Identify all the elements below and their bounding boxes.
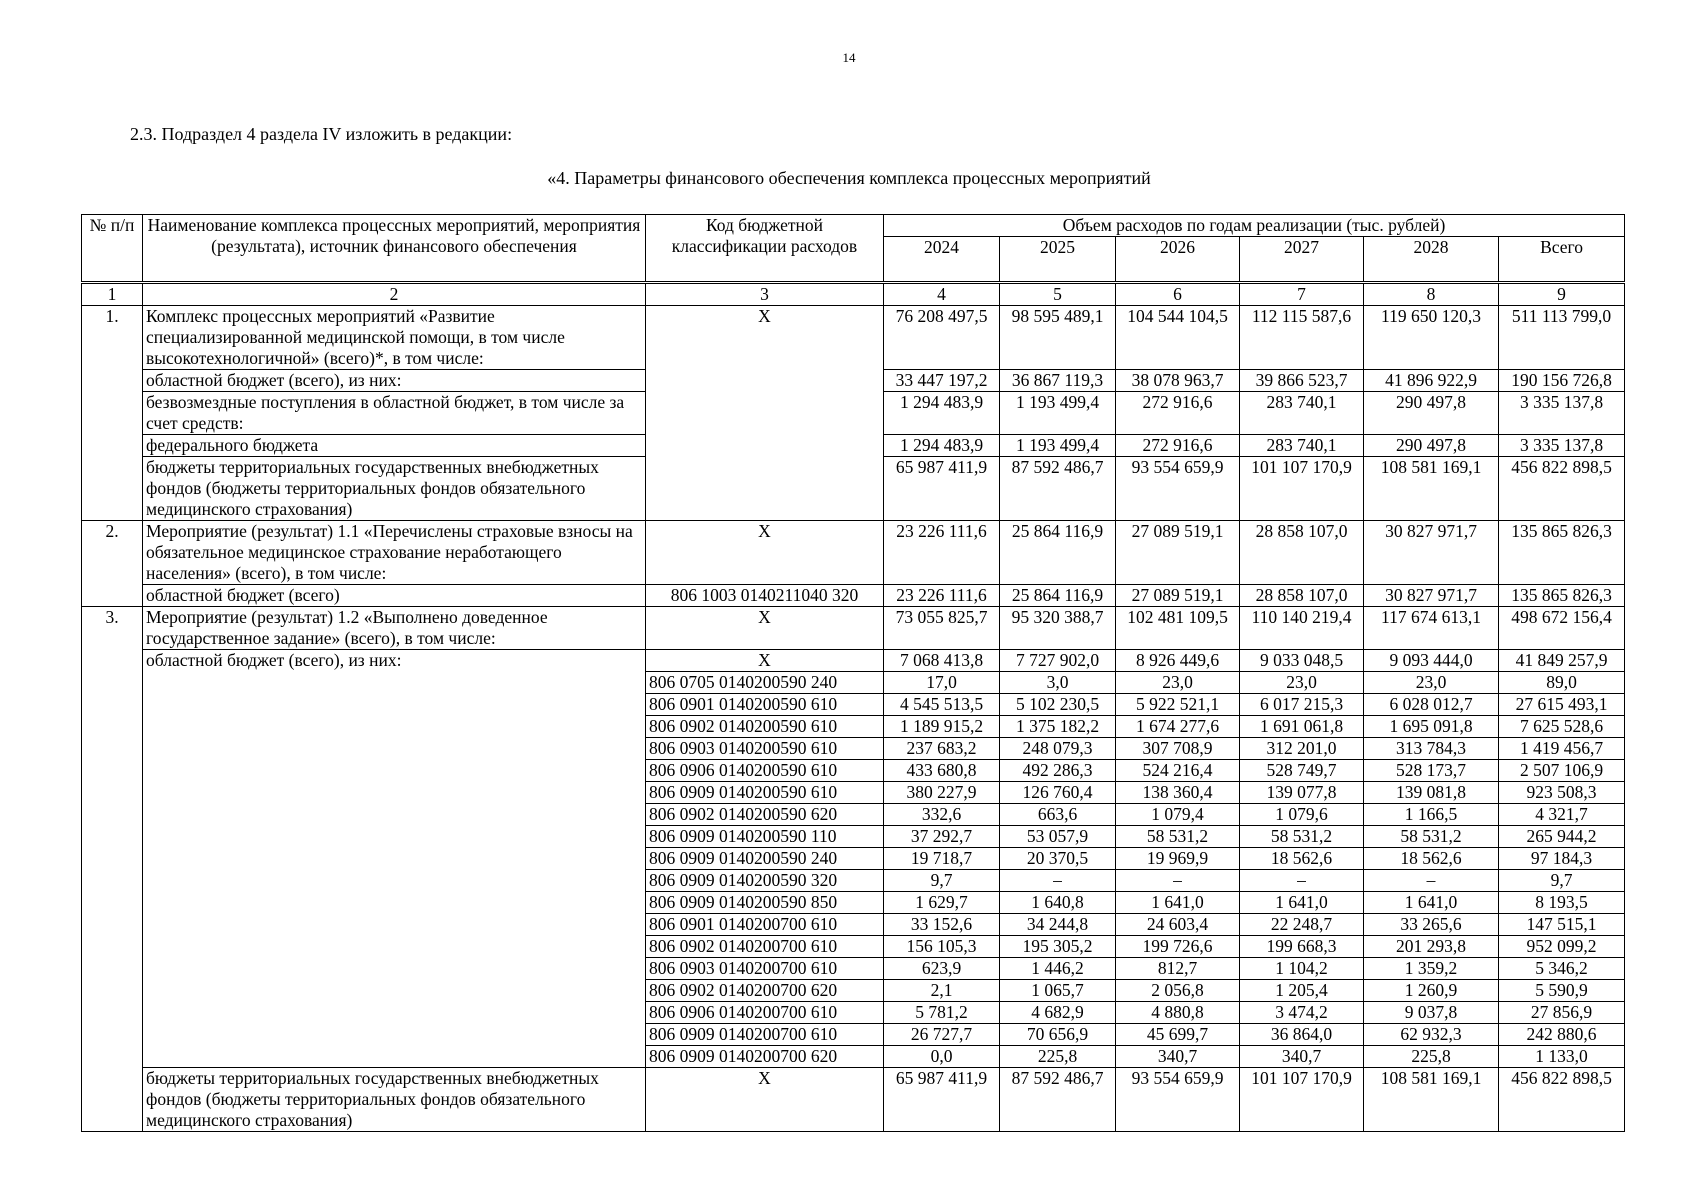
value-cell: 1 193 499,4: [1000, 392, 1116, 435]
budget-code: 806 0902 0140200700 610: [646, 936, 884, 958]
value-cell: 101 107 170,9: [1240, 1068, 1364, 1132]
row-name: областной бюджет (всего): [143, 585, 646, 607]
row-name: Мероприятие (результат) 1.2 «Выполнено доведенное государственное задание» (всего), в том числе:: [143, 607, 646, 650]
row-number: 2.: [82, 521, 143, 607]
budget-code: 806 0909 0140200590 320: [646, 870, 884, 892]
value-cell: 33 447 197,2: [884, 370, 1000, 392]
budget-code: 806 0903 0140200700 610: [646, 958, 884, 980]
value-cell: 524 216,4: [1116, 760, 1240, 782]
value-cell: 30 827 971,7: [1364, 521, 1499, 585]
value-cell: 1 294 483,9: [884, 435, 1000, 457]
value-cell: 27 089 519,1: [1116, 585, 1240, 607]
financing-table: [81, 214, 1625, 1132]
value-cell: 26 727,7: [884, 1024, 1000, 1046]
row-name: бюджеты территориальных государственных внебюджетных фондов (бюджеты территориальных фондов обязательного медицинского страхования): [143, 1068, 646, 1132]
column-numbers-row: [82, 283, 1625, 306]
value-cell: 156 105,3: [884, 936, 1000, 958]
value-cell: 73 055 825,7: [884, 607, 1000, 650]
value-cell: 98 595 489,1: [1000, 306, 1116, 370]
value-total: 89,0: [1499, 672, 1625, 694]
value-cell: 1 640,8: [1000, 892, 1116, 914]
value-total: 41 849 257,9: [1499, 650, 1625, 672]
value-cell: 201 293,8: [1364, 936, 1499, 958]
value-total: 5 590,9: [1499, 980, 1625, 1002]
value-total: 2 507 106,9: [1499, 760, 1625, 782]
value-total: 242 880,6: [1499, 1024, 1625, 1046]
value-cell: 33 265,6: [1364, 914, 1499, 936]
value-cell: 225,8: [1364, 1046, 1499, 1068]
value-cell: 58 531,2: [1240, 826, 1364, 848]
value-cell: 199 726,6: [1116, 936, 1240, 958]
value-cell: 1 629,7: [884, 892, 1000, 914]
value-cell: 9,7: [884, 870, 1000, 892]
value-total: 511 113 799,0: [1499, 306, 1625, 370]
table-row: [82, 585, 1625, 607]
value-cell: 528 173,7: [1364, 760, 1499, 782]
value-cell: 53 057,9: [1000, 826, 1116, 848]
value-cell: 20 370,5: [1000, 848, 1116, 870]
table-row: [82, 306, 1625, 370]
value-cell: –: [1364, 870, 1499, 892]
budget-code: 806 0909 0140200590 610: [646, 782, 884, 804]
value-cell: 4 880,8: [1116, 1002, 1240, 1024]
value-cell: 117 674 613,1: [1364, 607, 1499, 650]
value-cell: 6 028 012,7: [1364, 694, 1499, 716]
value-cell: 25 864 116,9: [1000, 521, 1116, 585]
value-total: 3 335 137,8: [1499, 392, 1625, 435]
budget-code: 806 0902 0140200590 610: [646, 716, 884, 738]
header-year: 2024: [884, 237, 1000, 283]
value-cell: 36 864,0: [1240, 1024, 1364, 1046]
header-num: № п/п: [82, 215, 143, 283]
value-cell: 1 641,0: [1116, 892, 1240, 914]
value-cell: 290 497,8: [1364, 435, 1499, 457]
value-cell: 108 581 169,1: [1364, 457, 1499, 521]
value-cell: 3,0: [1000, 672, 1116, 694]
value-cell: 1 446,2: [1000, 958, 1116, 980]
value-total: 27 615 493,1: [1499, 694, 1625, 716]
value-total: 9,7: [1499, 870, 1625, 892]
value-cell: 39 866 523,7: [1240, 370, 1364, 392]
value-total: 7 625 528,6: [1499, 716, 1625, 738]
value-cell: 380 227,9: [884, 782, 1000, 804]
value-cell: 87 592 486,7: [1000, 1068, 1116, 1132]
value-total: 135 865 826,3: [1499, 521, 1625, 585]
budget-code: 806 0902 0140200700 620: [646, 980, 884, 1002]
value-cell: 34 244,8: [1000, 914, 1116, 936]
budget-code: 806 0906 0140200700 610: [646, 1002, 884, 1024]
value-cell: 58 531,2: [1116, 826, 1240, 848]
value-cell: 17,0: [884, 672, 1000, 694]
value-cell: 33 152,6: [884, 914, 1000, 936]
value-cell: 112 115 587,6: [1240, 306, 1364, 370]
budget-code: 806 0909 0140200590 240: [646, 848, 884, 870]
value-cell: 139 081,8: [1364, 782, 1499, 804]
value-cell: 1 079,6: [1240, 804, 1364, 826]
row-number: 1.: [82, 306, 143, 521]
value-cell: 25 864 116,9: [1000, 585, 1116, 607]
column-number: 7: [1240, 283, 1364, 306]
value-cell: 138 360,4: [1116, 782, 1240, 804]
budget-code: 806 1003 0140211040 320: [646, 585, 884, 607]
value-cell: 313 784,3: [1364, 738, 1499, 760]
value-cell: 492 286,3: [1000, 760, 1116, 782]
budget-code: 806 0901 0140200700 610: [646, 914, 884, 936]
value-cell: 110 140 219,4: [1240, 607, 1364, 650]
value-cell: 1 189 915,2: [884, 716, 1000, 738]
table-row: [82, 607, 1625, 650]
value-cell: 108 581 169,1: [1364, 1068, 1499, 1132]
column-number: 6: [1116, 283, 1240, 306]
value-cell: 272 916,6: [1116, 392, 1240, 435]
value-cell: 7 727 902,0: [1000, 650, 1116, 672]
value-cell: 23,0: [1240, 672, 1364, 694]
value-cell: 1 641,0: [1364, 892, 1499, 914]
row-number: 3.: [82, 607, 143, 1132]
value-cell: 5 781,2: [884, 1002, 1000, 1024]
value-cell: 18 562,6: [1364, 848, 1499, 870]
value-cell: 248 079,3: [1000, 738, 1116, 760]
value-cell: 119 650 120,3: [1364, 306, 1499, 370]
value-cell: 9 033 048,5: [1240, 650, 1364, 672]
value-total: 8 193,5: [1499, 892, 1625, 914]
value-cell: 23,0: [1364, 672, 1499, 694]
value-total: 456 822 898,5: [1499, 457, 1625, 521]
value-cell: 1 691 061,8: [1240, 716, 1364, 738]
value-cell: 18 562,6: [1240, 848, 1364, 870]
row-name: безвозмездные поступления в областной бюджет, в том числе за счет средств:: [143, 392, 646, 435]
value-total: 135 865 826,3: [1499, 585, 1625, 607]
header-row: [82, 215, 1625, 237]
value-total: 923 508,3: [1499, 782, 1625, 804]
value-cell: 237 683,2: [884, 738, 1000, 760]
header-year: 2028: [1364, 237, 1499, 283]
value-cell: 19 969,9: [1116, 848, 1240, 870]
value-cell: 272 916,6: [1116, 435, 1240, 457]
budget-code: 806 0705 0140200590 240: [646, 672, 884, 694]
value-cell: 307 708,9: [1116, 738, 1240, 760]
budget-code: X: [646, 306, 884, 521]
column-number: 3: [646, 283, 884, 306]
value-cell: 23 226 111,6: [884, 585, 1000, 607]
value-cell: 0,0: [884, 1046, 1000, 1068]
value-cell: 1 294 483,9: [884, 392, 1000, 435]
value-cell: 9 037,8: [1364, 1002, 1499, 1024]
value-cell: 663,6: [1000, 804, 1116, 826]
value-cell: 37 292,7: [884, 826, 1000, 848]
header-code: Код бюджетной классификации расходов: [646, 215, 884, 283]
value-cell: 812,7: [1116, 958, 1240, 980]
budget-code: X: [646, 607, 884, 650]
value-cell: 2,1: [884, 980, 1000, 1002]
header-volume: Объем расходов по годам реализации (тыс. рублей): [884, 215, 1625, 237]
column-number: 5: [1000, 283, 1116, 306]
value-cell: 93 554 659,9: [1116, 1068, 1240, 1132]
value-cell: 28 858 107,0: [1240, 585, 1364, 607]
value-cell: 22 248,7: [1240, 914, 1364, 936]
value-cell: 1 375 182,2: [1000, 716, 1116, 738]
value-total: 5 346,2: [1499, 958, 1625, 980]
budget-code: 806 0909 0140200590 850: [646, 892, 884, 914]
value-cell: –: [1240, 870, 1364, 892]
budget-code: X: [646, 521, 884, 585]
value-total: 190 156 726,8: [1499, 370, 1625, 392]
value-cell: 1 104,2: [1240, 958, 1364, 980]
column-number: 8: [1364, 283, 1499, 306]
value-cell: 528 749,7: [1240, 760, 1364, 782]
value-cell: 95 320 388,7: [1000, 607, 1116, 650]
value-cell: 1 641,0: [1240, 892, 1364, 914]
value-cell: 41 896 922,9: [1364, 370, 1499, 392]
value-cell: 290 497,8: [1364, 392, 1499, 435]
value-total: 97 184,3: [1499, 848, 1625, 870]
section-heading: «4. Параметры финансового обеспечения комплекса процессных мероприятий: [547, 168, 1151, 188]
budget-code: 806 0909 0140200700 620: [646, 1046, 884, 1068]
value-total: 265 944,2: [1499, 826, 1625, 848]
table-row: [82, 521, 1625, 585]
value-total: 456 822 898,5: [1499, 1068, 1625, 1132]
value-cell: 283 740,1: [1240, 435, 1364, 457]
value-cell: –: [1000, 870, 1116, 892]
table-row: [82, 1068, 1625, 1132]
value-cell: 30 827 971,7: [1364, 585, 1499, 607]
value-total: 1 419 456,7: [1499, 738, 1625, 760]
value-cell: 1 260,9: [1364, 980, 1499, 1002]
value-cell: 1 166,5: [1364, 804, 1499, 826]
row-name: бюджеты территориальных государственных внебюджетных фондов (бюджеты территориальных фондов обязательного медицинского страхования): [143, 457, 646, 521]
value-cell: 4 545 513,5: [884, 694, 1000, 716]
row-name: Мероприятие (результат) 1.1 «Перечислены страховые взносы на обязательное медицинское страхование неработающего населения» (всего), в том числе:: [143, 521, 646, 585]
value-cell: 102 481 109,5: [1116, 607, 1240, 650]
value-total: 952 099,2: [1499, 936, 1625, 958]
value-total: 1 133,0: [1499, 1046, 1625, 1068]
value-cell: 58 531,2: [1364, 826, 1499, 848]
value-cell: 104 544 104,5: [1116, 306, 1240, 370]
value-cell: 2 056,8: [1116, 980, 1240, 1002]
value-cell: 3 474,2: [1240, 1002, 1364, 1024]
value-cell: 23 226 111,6: [884, 521, 1000, 585]
value-cell: 23,0: [1116, 672, 1240, 694]
row-name: областной бюджет (всего), из них:: [143, 370, 646, 392]
value-cell: 623,9: [884, 958, 1000, 980]
intro-paragraph: 2.3. Подраздел 4 раздела IV изложить в редакции:: [130, 124, 513, 144]
row-name: Комплекс процессных мероприятий «Развитие специализированной медицинской помощи, в том числе высокотехнологичной» (всего)*, в том числе:: [143, 306, 646, 370]
value-cell: 340,7: [1116, 1046, 1240, 1068]
value-cell: 199 668,3: [1240, 936, 1364, 958]
value-cell: 283 740,1: [1240, 392, 1364, 435]
header-name: Наименование комплекса процессных мероприятий, мероприятия (результата), источник финансового обеспечения: [143, 215, 646, 283]
value-cell: 36 867 119,3: [1000, 370, 1116, 392]
value-cell: 28 858 107,0: [1240, 521, 1364, 585]
value-total: 3 335 137,8: [1499, 435, 1625, 457]
row-name: областной бюджет (всего), из них:: [143, 650, 646, 1068]
column-number: 9: [1499, 283, 1625, 306]
value-total: 27 856,9: [1499, 1002, 1625, 1024]
value-cell: 65 987 411,9: [884, 1068, 1000, 1132]
value-cell: 70 656,9: [1000, 1024, 1116, 1046]
value-cell: 225,8: [1000, 1046, 1116, 1068]
value-cell: 19 718,7: [884, 848, 1000, 870]
budget-code: X: [646, 1068, 884, 1132]
value-cell: 62 932,3: [1364, 1024, 1499, 1046]
value-cell: 195 305,2: [1000, 936, 1116, 958]
value-cell: 340,7: [1240, 1046, 1364, 1068]
value-cell: 45 699,7: [1116, 1024, 1240, 1046]
column-number: 2: [143, 283, 646, 306]
value-cell: 101 107 170,9: [1240, 457, 1364, 521]
budget-code: 806 0903 0140200590 610: [646, 738, 884, 760]
header-total: Всего: [1499, 237, 1625, 283]
value-cell: 4 682,9: [1000, 1002, 1116, 1024]
value-cell: 433 680,8: [884, 760, 1000, 782]
budget-code: X: [646, 650, 884, 672]
header-year: 2027: [1240, 237, 1364, 283]
value-total: 147 515,1: [1499, 914, 1625, 936]
value-total: 498 672 156,4: [1499, 607, 1625, 650]
value-cell: 24 603,4: [1116, 914, 1240, 936]
budget-code: 806 0902 0140200590 620: [646, 804, 884, 826]
table-row: [82, 650, 1625, 672]
header-year: 2026: [1116, 237, 1240, 283]
budget-code: 806 0901 0140200590 610: [646, 694, 884, 716]
value-cell: 1 193 499,4: [1000, 435, 1116, 457]
value-cell: 312 201,0: [1240, 738, 1364, 760]
value-cell: –: [1116, 870, 1240, 892]
value-cell: 65 987 411,9: [884, 457, 1000, 521]
value-cell: 1 695 091,8: [1364, 716, 1499, 738]
value-cell: 9 093 444,0: [1364, 650, 1499, 672]
value-cell: 139 077,8: [1240, 782, 1364, 804]
header-year: 2025: [1000, 237, 1116, 283]
page-number: 14: [842, 50, 856, 65]
value-cell: 332,6: [884, 804, 1000, 826]
value-cell: 27 089 519,1: [1116, 521, 1240, 585]
budget-code: 806 0909 0140200590 110: [646, 826, 884, 848]
value-cell: 5 922 521,1: [1116, 694, 1240, 716]
value-cell: 1 359,2: [1364, 958, 1499, 980]
row-name: федерального бюджета: [143, 435, 646, 457]
value-cell: 1 674 277,6: [1116, 716, 1240, 738]
value-cell: 6 017 215,3: [1240, 694, 1364, 716]
value-cell: 8 926 449,6: [1116, 650, 1240, 672]
value-cell: 87 592 486,7: [1000, 457, 1116, 521]
column-number: 4: [884, 283, 1000, 306]
value-cell: 126 760,4: [1000, 782, 1116, 804]
value-cell: 93 554 659,9: [1116, 457, 1240, 521]
value-cell: 1 065,7: [1000, 980, 1116, 1002]
value-cell: 76 208 497,5: [884, 306, 1000, 370]
column-number: 1: [82, 283, 143, 306]
budget-code: 806 0909 0140200700 610: [646, 1024, 884, 1046]
value-cell: 38 078 963,7: [1116, 370, 1240, 392]
value-cell: 7 068 413,8: [884, 650, 1000, 672]
value-cell: 1 079,4: [1116, 804, 1240, 826]
value-total: 4 321,7: [1499, 804, 1625, 826]
value-cell: 5 102 230,5: [1000, 694, 1116, 716]
budget-code: 806 0906 0140200590 610: [646, 760, 884, 782]
value-cell: 1 205,4: [1240, 980, 1364, 1002]
